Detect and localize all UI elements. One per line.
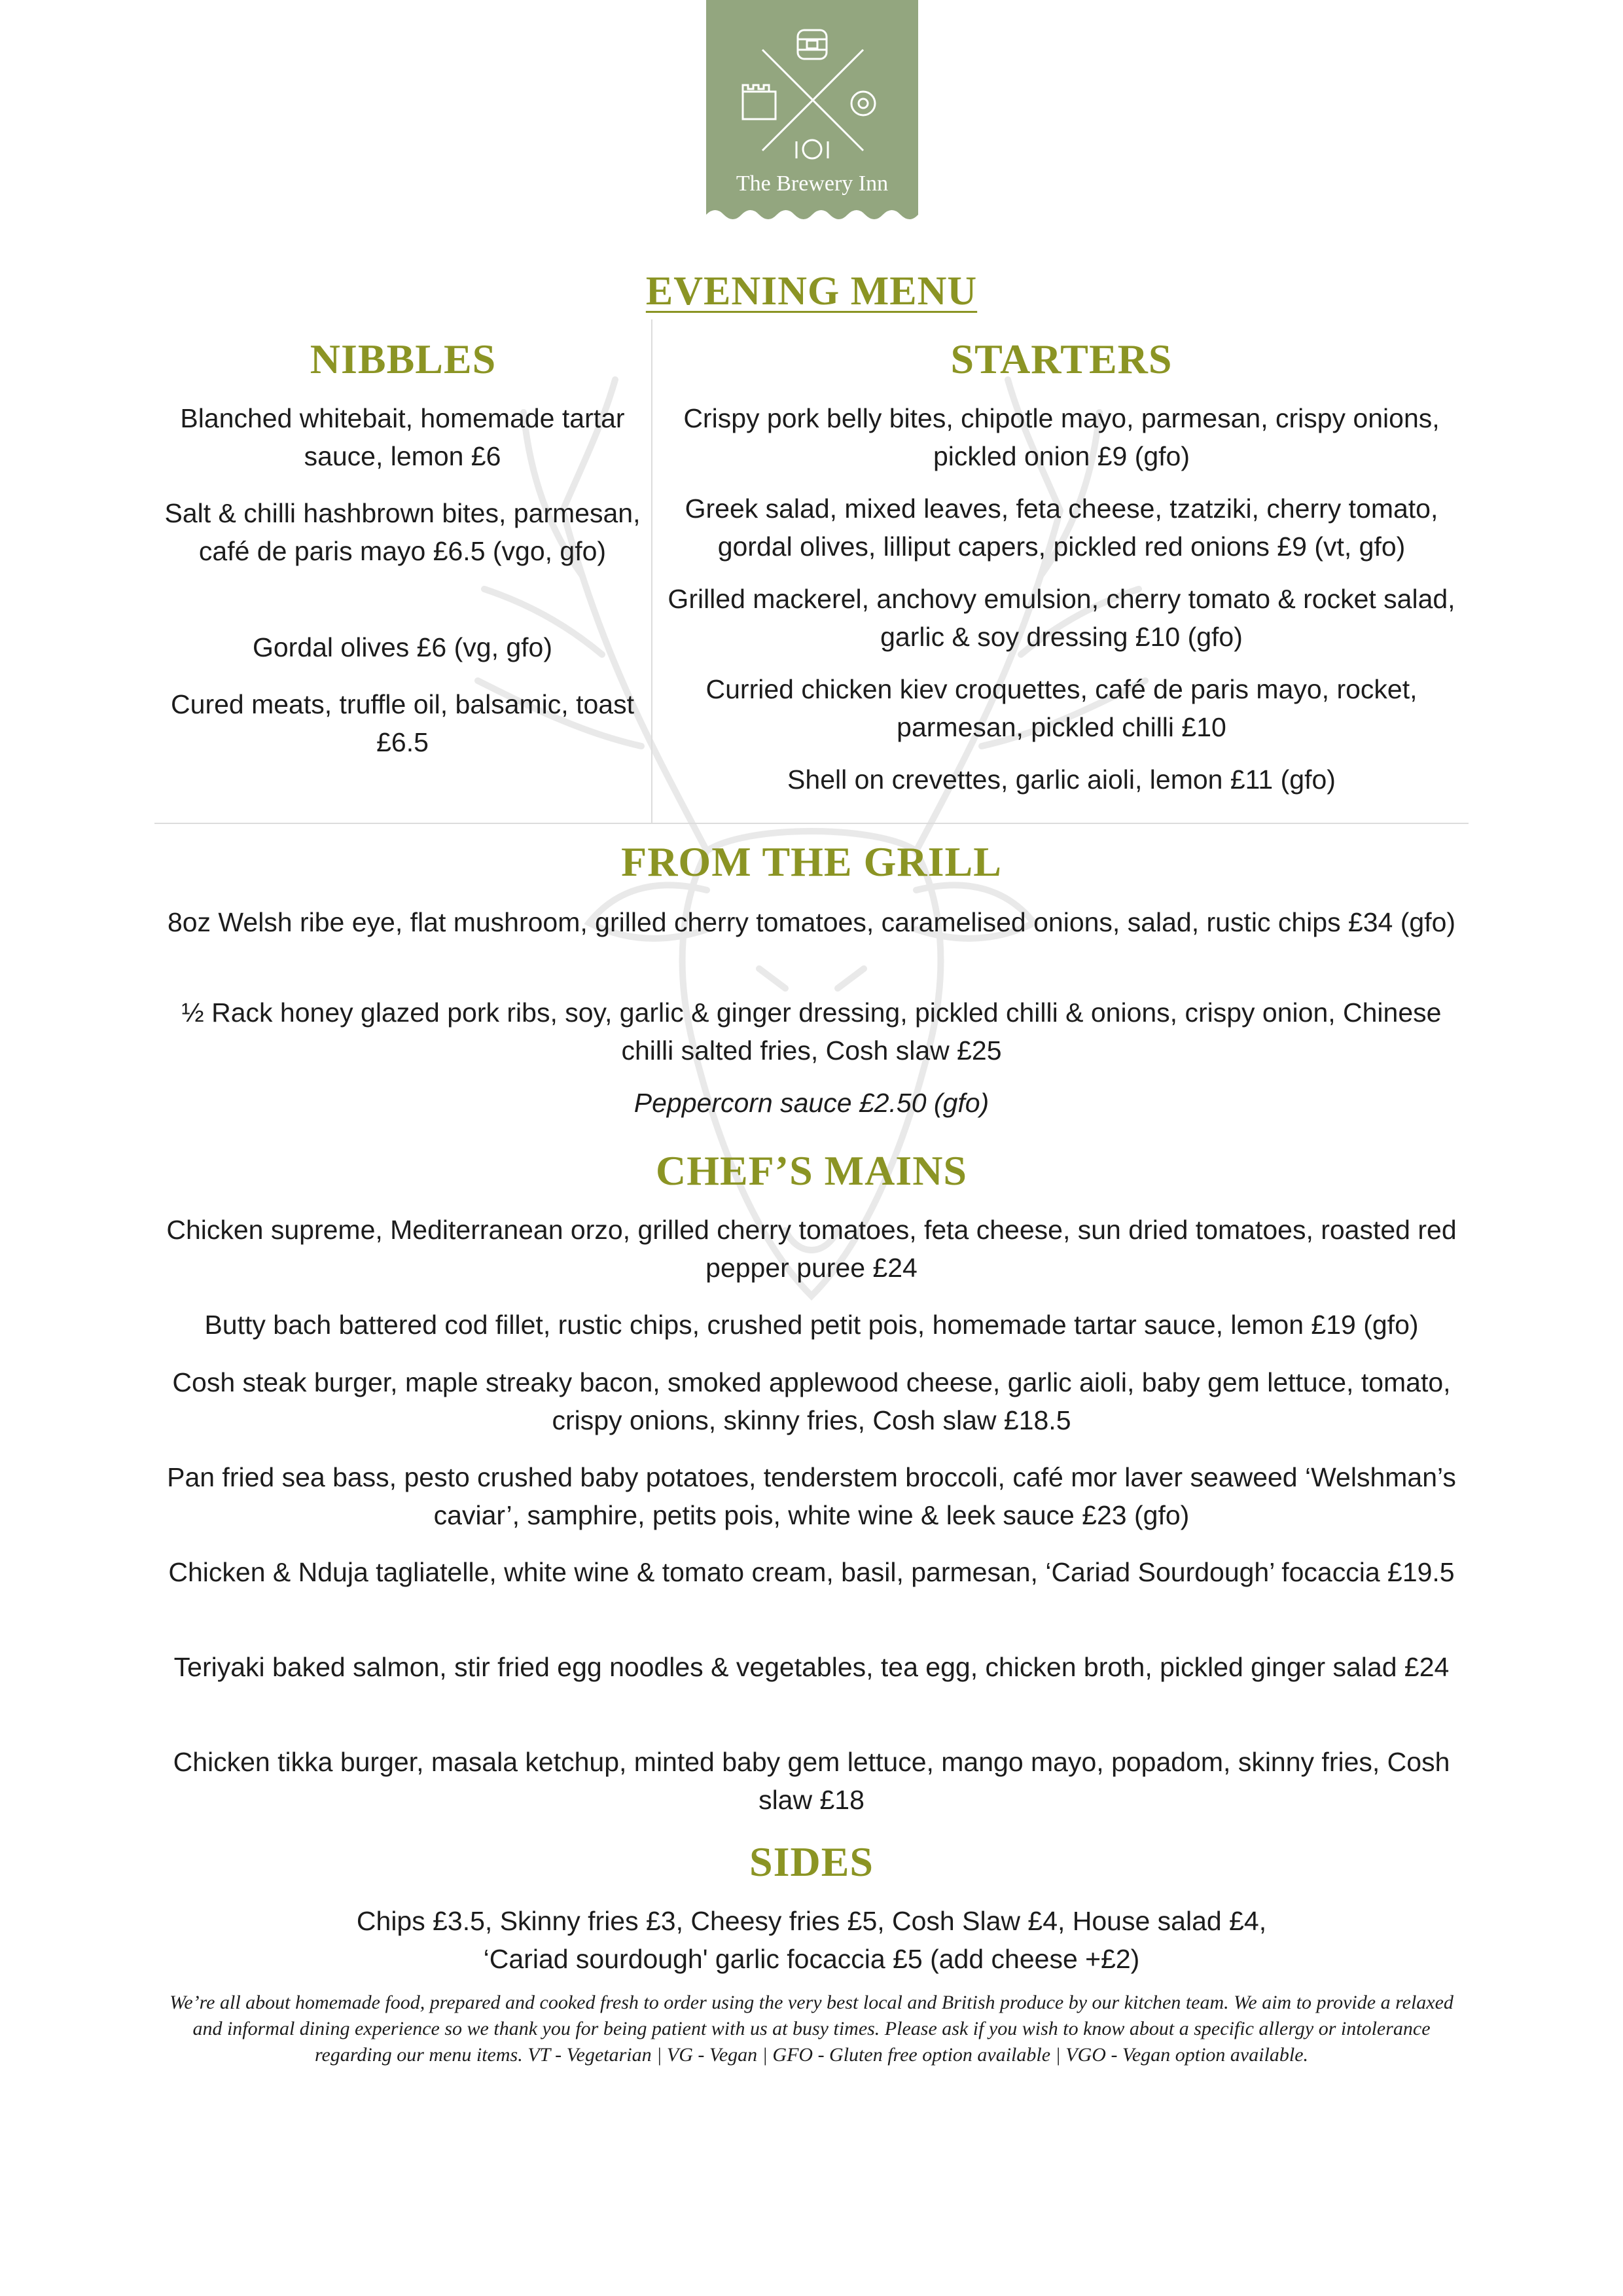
brand-logo [706, 0, 918, 232]
menu-item: Teriyaki baked salmon, stir fried egg noodles & vegetables, tea egg, chicken broth, pickled ginger salad £24 [173, 1652, 1450, 1682]
menu-item: Butty bach battered cod fillet, rustic chips, crushed petit pois, homemade tartar sauce, lemon £19 (gfo) [204, 1310, 1419, 1340]
sides-line: Chips £3.5, Skinny fries £3, Cheesy fries £5, Cosh Slaw £4, House salad £4, [356, 1906, 1267, 1936]
menu-item: Cured meats, truffle oil, balsamic, toast £6.5 [171, 689, 634, 757]
menu-item: Chicken tikka burger, masala ketchup, minted baby gem lettuce, mango mayo, popadom, skinny fries, Cosh slaw £18 [173, 1747, 1450, 1815]
menu-item: Curried chicken kiev croquettes, café de paris mayo, rocket, parmesan, pickled chilli £10 [705, 674, 1418, 742]
nibbles-heading: NIBBLES [310, 336, 497, 382]
menu-item: Salt & chilli hashbrown bites, parmesan, café de paris mayo £6.5 (vgo, gfo) [164, 498, 641, 566]
menu-item: Gordal olives £6 (vg, gfo) [252, 632, 553, 662]
logo-text: The Brewery Inn [736, 171, 889, 196]
menu-item: Grilled mackerel, anchovy emulsion, cherry tomato & rocket salad, garlic & soy dressing £10 (gfo) [668, 584, 1455, 652]
grill-heading: FROM THE GRILL [621, 838, 1002, 885]
menu-item: Shell on crevettes, garlic aioli, lemon £11 (gfo) [787, 764, 1336, 795]
section-divider [154, 823, 1469, 824]
footer-note: We’re all about homemade food, prepared and cooked fresh to order using the very best local and British produce by our kitchen team. We aim to provide a relaxed and informal dining experience so we thank you for being patient with us at busy times. Please ask if you wish to know about a specific allergy or intolerance regarding our menu items. VT - Vegetarian | VG - Vegan | GFO - Gluten free option available | VGO - Vegan option available. [169, 1992, 1454, 2066]
column-divider [651, 319, 652, 823]
sides-line: ‘Cariad sourdough' garlic focaccia £5 (add cheese +£2) [483, 1944, 1140, 1974]
menu-item: Cosh steak burger, maple streaky bacon, smoked applewood cheese, garlic aioli, baby gem lettuce, tomato, crispy onions, skinny fries, Cosh slaw £18.5 [172, 1367, 1451, 1435]
menu-item: Greek salad, mixed leaves, feta cheese, tzatziki, cherry tomato, gordal olives, lilliput capers, pickled red onions £9 (vt, gfo) [685, 493, 1438, 562]
menu-item: ½ Rack honey glazed pork ribs, soy, garlic & ginger dressing, pickled chilli & onions, crispy onion, Chinese chilli salted fries, Cosh slaw £25 [181, 997, 1442, 1066]
menu-item: Blanched whitebait, homemade tartar sauce, lemon £6 [180, 403, 625, 471]
logo-banner-shape [706, 0, 918, 232]
grill-note: Peppercorn sauce £2.50 (gfo) [633, 1088, 990, 1118]
sides-heading: SIDES [749, 1839, 874, 1885]
menu-item: Chicken supreme, Mediterranean orzo, grilled cherry tomatoes, feta cheese, sun dried tomatoes, roasted red pepper puree £24 [166, 1215, 1457, 1283]
menu-item: Chicken & Nduja tagliatelle, white wine & tomato cream, basil, parmesan, ‘Cariad Sourdough’ focaccia £19.5 [168, 1557, 1455, 1587]
menu-item: Pan fried sea bass, pesto crushed baby potatoes, tenderstem broccoli, café mor laver seaweed ‘Welshman’s caviar’, samphire, petits pois, white wine & leek sauce £23 (gfo) [167, 1462, 1456, 1530]
mains-heading: CHEF’S MAINS [655, 1147, 968, 1194]
menu-item: 8oz Welsh ribe eye, flat mushroom, grilled cherry tomatoes, caramelised onions, salad, rustic chips £34 (gfo) [167, 907, 1456, 937]
menu-item: Crispy pork belly bites, chipotle mayo, parmesan, crispy onions, pickled onion £9 (gfo) [683, 403, 1440, 471]
starters-heading: STARTERS [950, 336, 1173, 382]
menu-title: EVENING MENU [645, 269, 978, 314]
